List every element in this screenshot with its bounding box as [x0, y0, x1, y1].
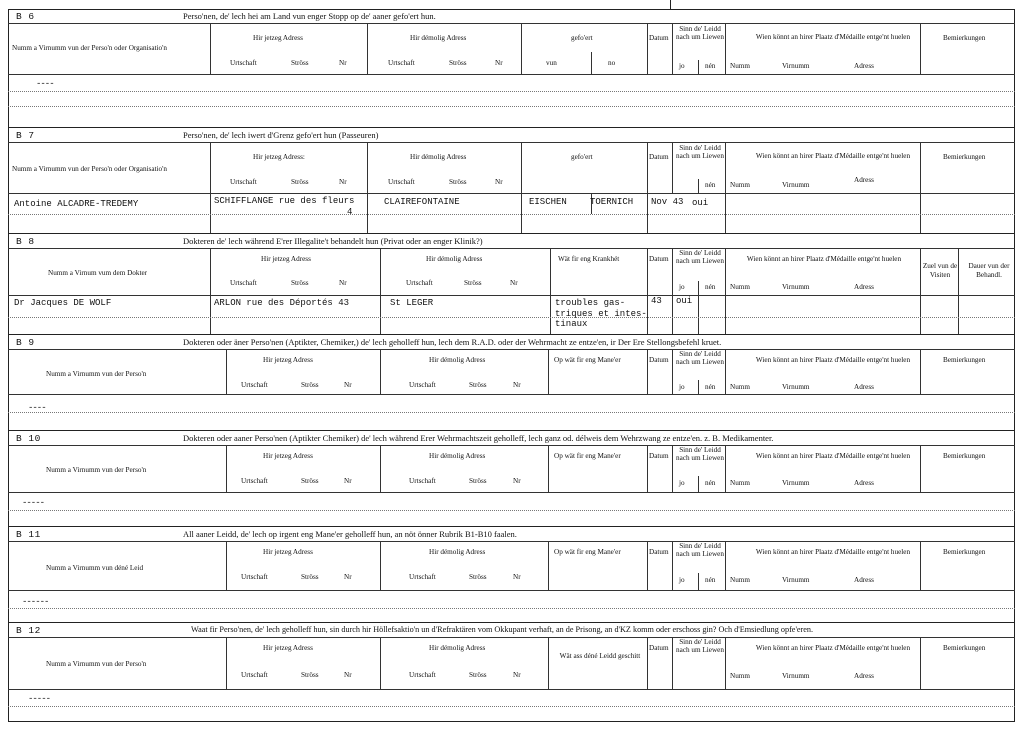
header-how: Op wät fir eng Mane'er: [554, 356, 621, 364]
header-nr: Nr: [495, 178, 503, 186]
header-nr: Nr: [513, 477, 521, 485]
header-no: nén: [705, 181, 716, 189]
header-life-risk: Sinn de' Leidd nach um Liewen: [676, 25, 724, 41]
header-name: Numm a Virnumm vun der Perso'n: [46, 466, 147, 474]
header-medal-name: Numm: [730, 62, 750, 70]
section-b10: [8, 431, 1015, 527]
section-code: B 9: [16, 337, 35, 348]
header-street: Ströss: [469, 573, 487, 581]
entry-current-address: SCHIFFLANGE rue des fleurs: [214, 196, 355, 206]
header-town: Urtschaft: [241, 671, 268, 679]
header-no: nén: [705, 62, 716, 70]
header-life-risk: Sinn de' Leidd nach um Liewen: [676, 542, 724, 558]
header-town: Urtschaft: [409, 381, 436, 389]
header-medal-first: Virnumm: [782, 383, 810, 391]
header-medal-address: Adress: [854, 576, 874, 584]
header-medal-address: Adress: [854, 176, 874, 184]
entry-current-nr: 4: [347, 207, 353, 217]
header-date: Datum: [649, 153, 669, 161]
header-nr: Nr: [344, 573, 352, 581]
header-former-address: Hir démolig Adress: [429, 548, 486, 556]
page-edge-mark: [670, 0, 671, 9]
header-nr: Nr: [495, 59, 503, 67]
header-former-address: Hir démolig Adress: [429, 356, 486, 364]
header-yes: jo: [679, 283, 685, 291]
column-header: [8, 638, 1015, 690]
header-medal-name: Numm: [730, 383, 750, 391]
header-yes: jo: [679, 62, 685, 70]
header-date: Datum: [649, 255, 669, 263]
header-medal: Wien könnt an hirer Plaatz d'Médaille entge'nt huelen: [755, 356, 911, 364]
header-current-address: Hir jetzeg Adress: [263, 644, 313, 652]
section-code: B 12: [16, 625, 41, 636]
entry-current-address: ARLON rue des Déportés 43: [214, 298, 350, 308]
section-b7: [8, 128, 1015, 234]
section-title: Waat fir Perso'nen, de' lech geholleff hun, sin durch hir Höllefsaktio'n un d'Refraktären vom Okkupant verhaft, an de Prisong, an d'KZ komm oder erschoss gin? Och d'Emsiedlung opfe'eren.: [191, 625, 814, 634]
entry-name: Dr Jacques DE WOLF: [14, 298, 112, 308]
section-code: B 7: [16, 130, 35, 141]
entry-former-address: St LEGER: [390, 298, 434, 308]
header-name: Numm a Virnumm vun der Perso'n: [46, 660, 147, 668]
section-b8: [8, 234, 1015, 335]
entry-name: Antoine ALCADRE-TREDEMY: [14, 199, 139, 209]
section-title: Dokteren oder aaner Perso'nen (Aptikter Chemiker) de' lech während Erer Wehrmachtszeit geholleff, lech ganz od. délweis dem Wehrzwang ze entze'en. z. B. Medikamenter.: [183, 433, 774, 443]
header-fled: gefo'ert: [571, 153, 593, 161]
header-town: Urtschaft: [241, 573, 268, 581]
header-street: Ströss: [464, 279, 482, 287]
header-former-address: Hir démolig Adress: [429, 452, 486, 460]
header-from: vun: [546, 59, 557, 67]
section-b12: [8, 623, 1015, 722]
header-current-address: Hir jetzeg Adress: [263, 548, 313, 556]
column-header: [8, 24, 1015, 75]
section-title: Perso'nen, de' lech iwert d'Grenz gefo'ert hun (Passeuren): [183, 130, 379, 140]
header-town: Urtschaft: [241, 381, 268, 389]
column-header: [8, 143, 1015, 194]
header-medal-name: Numm: [730, 479, 750, 487]
header-town: Urtschaft: [230, 178, 257, 186]
header-remarks: Bemierkungen: [943, 548, 986, 556]
header-yes: jo: [679, 479, 685, 487]
header-medal-first: Virnumm: [782, 576, 810, 584]
column-header: [8, 542, 1015, 591]
header-nr: Nr: [344, 381, 352, 389]
header-duration: Dauer vun der Behandl.: [968, 262, 1010, 279]
header-fled: gefo'ert: [571, 34, 593, 42]
header-remarks: Bemierkungen: [943, 34, 986, 42]
header-remarks: Bemierkungen: [943, 356, 986, 364]
header-street: Ströss: [301, 573, 319, 581]
header-life-risk: Sinn de' Leidd nach um Liewen: [676, 249, 724, 265]
column-header: [8, 249, 1015, 296]
header-date: Datum: [649, 356, 669, 364]
header-name: Numm a Virnumm vun déné Leid: [46, 564, 144, 572]
header-how: Op wät fir eng Mane'er: [554, 548, 621, 556]
header-nr: Nr: [339, 59, 347, 67]
header-medal-first: Virnumm: [782, 181, 810, 189]
empty-dash: ----: [28, 403, 46, 413]
header-street: Ströss: [469, 381, 487, 389]
header-medal-first: Virnumm: [782, 479, 810, 487]
header-medal: Wien könnt an hirer Plaatz d'Médaille entge'nt huelen: [755, 548, 911, 556]
header-name: Numm a Virnum vum dem Dokter: [48, 269, 148, 277]
header-what-happened: Wät ass déné Leidd geschitt: [559, 652, 641, 660]
section-b11: [8, 527, 1015, 623]
header-nr: Nr: [510, 279, 518, 287]
header-nr: Nr: [344, 671, 352, 679]
empty-dash: ------: [22, 597, 49, 607]
header-how: Op wät fir eng Mane'er: [554, 452, 621, 460]
header-medal-first: Virnumm: [782, 62, 810, 70]
header-street: Ströss: [469, 477, 487, 485]
header-medal-first: Virnumm: [782, 672, 810, 680]
header-medal-name: Numm: [730, 672, 750, 680]
section-b6: [8, 9, 1015, 128]
header-medal-address: Adress: [854, 62, 874, 70]
header-medal: Wien könnt an hirer Plaatz d'Médaille entge'nt huelen: [755, 33, 911, 41]
section-title: All aaner Leidd, de' lech op irgent eng Mane'er geholleff hun, an nöt önner Rubrik B1-B10 faalen.: [183, 529, 517, 539]
header-name: Numm a Virnumm vun der Perso'n oder Organisatio'n: [12, 44, 168, 52]
section-title: Perso'nen, de' lech hei am Land vun enger Stopp op de' aaner gefo'ert hun.: [183, 11, 436, 21]
column-header: [8, 350, 1015, 395]
header-medal: Wien könnt an hirer Plaatz d'Médaille entge'nt huelen: [755, 452, 911, 460]
header-town: Urtschaft: [406, 279, 433, 287]
header-street: Ströss: [291, 279, 309, 287]
section-title: Dokteren oder äner Perso'nen (Aptikter, Chemiker,) de' lech geholleff hun, lech dem R.A.D. oder der Wehrmacht ze entze'en, ir Der Ere Stellongsbefehl kruet.: [183, 337, 722, 347]
header-life-risk: Sinn de' Leidd nach um Liewen: [676, 144, 724, 160]
header-street: Ströss: [291, 178, 309, 186]
header-date: Datum: [649, 644, 669, 652]
header-town: Urtschaft: [409, 477, 436, 485]
section-title: Dokteren de' lech während E'rer Illegalite't behandelt hun (Privat oder an enger Klinik?): [183, 236, 483, 246]
header-yes: jo: [679, 383, 685, 391]
header-nr: Nr: [513, 381, 521, 389]
header-town: Urtschaft: [230, 59, 257, 67]
section-code: B 8: [16, 236, 35, 247]
header-date: Datum: [649, 452, 669, 460]
header-street: Ströss: [301, 671, 319, 679]
header-remarks: Bemierkungen: [943, 452, 986, 460]
header-nr: Nr: [513, 573, 521, 581]
header-no: nén: [705, 383, 716, 391]
header-town: Urtschaft: [388, 178, 415, 186]
header-town: Urtschaft: [409, 573, 436, 581]
header-life-risk: Sinn de' Leidd nach um Liewen: [676, 350, 724, 366]
section-code: B 10: [16, 433, 41, 444]
header-name: Numm a Virnumm vun der Perso'n: [46, 370, 147, 378]
header-current-address: Hir jetzeg Adress: [253, 34, 303, 42]
entry-disease: troubles gas- triques et intes- tinaux: [555, 298, 647, 329]
header-life-risk: Sinn de' Leidd nach um Liewen: [676, 446, 724, 462]
header-date: Datum: [649, 34, 669, 42]
header-town: Urtschaft: [230, 279, 257, 287]
header-no: nén: [705, 576, 716, 584]
header-town: Urtschaft: [241, 477, 268, 485]
entry-yes: oui: [692, 198, 709, 208]
entry-yes: oui: [676, 296, 693, 306]
entry-date: 43: [651, 296, 662, 306]
entry-from: EISCHEN: [529, 197, 567, 207]
header-current-address: Hir jetzeg Adress: [263, 452, 313, 460]
header-nr: Nr: [339, 178, 347, 186]
header-former-address: Hir démolig Adress: [410, 34, 467, 42]
header-name: Numm a Virnumm vun der Perso'n oder Organisatio'n: [12, 165, 168, 173]
header-street: Ströss: [469, 671, 487, 679]
header-to: no: [608, 59, 616, 67]
empty-dash: -----: [22, 498, 45, 508]
header-medal: Wien könnt an hirer Plaatz d'Médaille entge'nt huelen: [755, 644, 911, 652]
header-former-address: Hir démolig Adress: [410, 153, 467, 161]
section-b9: [8, 335, 1015, 431]
header-street: Ströss: [301, 477, 319, 485]
header-medal-name: Numm: [730, 576, 750, 584]
header-current-address: Hir jetzeg Adress: [263, 356, 313, 364]
header-nr: Nr: [344, 477, 352, 485]
header-visits: Zuel vun de Visiten: [922, 262, 958, 279]
empty-dash: -----: [28, 694, 51, 704]
header-medal-name: Numm: [730, 283, 750, 291]
header-medal-address: Adress: [854, 672, 874, 680]
header-remarks: Bemierkungen: [943, 153, 986, 161]
header-remarks: Bemierkungen: [943, 644, 986, 652]
header-medal-name: Numm: [730, 181, 750, 189]
header-date: Datum: [649, 548, 669, 556]
header-medal-address: Adress: [854, 479, 874, 487]
header-former-address: Hir démolig Adress: [426, 255, 483, 263]
empty-dash: ----: [36, 79, 54, 89]
header-street: Ströss: [449, 59, 467, 67]
header-disease: Wät fir eng Krankhét: [558, 255, 620, 263]
header-yes: jo: [679, 576, 685, 584]
entry-to: TOERNICH: [590, 197, 634, 207]
entry-date: Nov 43: [651, 197, 684, 207]
header-current-address: Hir jetzeg Adress: [261, 255, 311, 263]
section-code: B 6: [16, 11, 35, 22]
header-nr: Nr: [513, 671, 521, 679]
header-medal-address: Adress: [854, 383, 874, 391]
header-street: Ströss: [301, 381, 319, 389]
header-nr: Nr: [339, 279, 347, 287]
header-medal-address: Adress: [854, 283, 874, 291]
header-medal-first: Virnumm: [782, 283, 810, 291]
header-no: nén: [705, 283, 716, 291]
header-current-address: Hir jetzeg Adress:: [253, 153, 305, 161]
header-medal: Wien könnt an hirer Plaatz d'Médaille entge'nt huelen: [746, 255, 902, 263]
column-header: [8, 446, 1015, 493]
header-street: Ströss: [291, 59, 309, 67]
entry-former-address: CLAIREFONTAINE: [384, 197, 460, 207]
header-medal: Wien könnt an hirer Plaatz d'Médaille entge'nt huelen: [755, 152, 911, 160]
header-life-risk: Sinn de' Leidd nach um Liewen: [676, 638, 724, 654]
section-code: B 11: [16, 529, 41, 540]
header-town: Urtschaft: [409, 671, 436, 679]
header-no: nén: [705, 479, 716, 487]
header-street: Ströss: [449, 178, 467, 186]
header-town: Urtschaft: [388, 59, 415, 67]
header-former-address: Hir démolig Adress: [429, 644, 486, 652]
